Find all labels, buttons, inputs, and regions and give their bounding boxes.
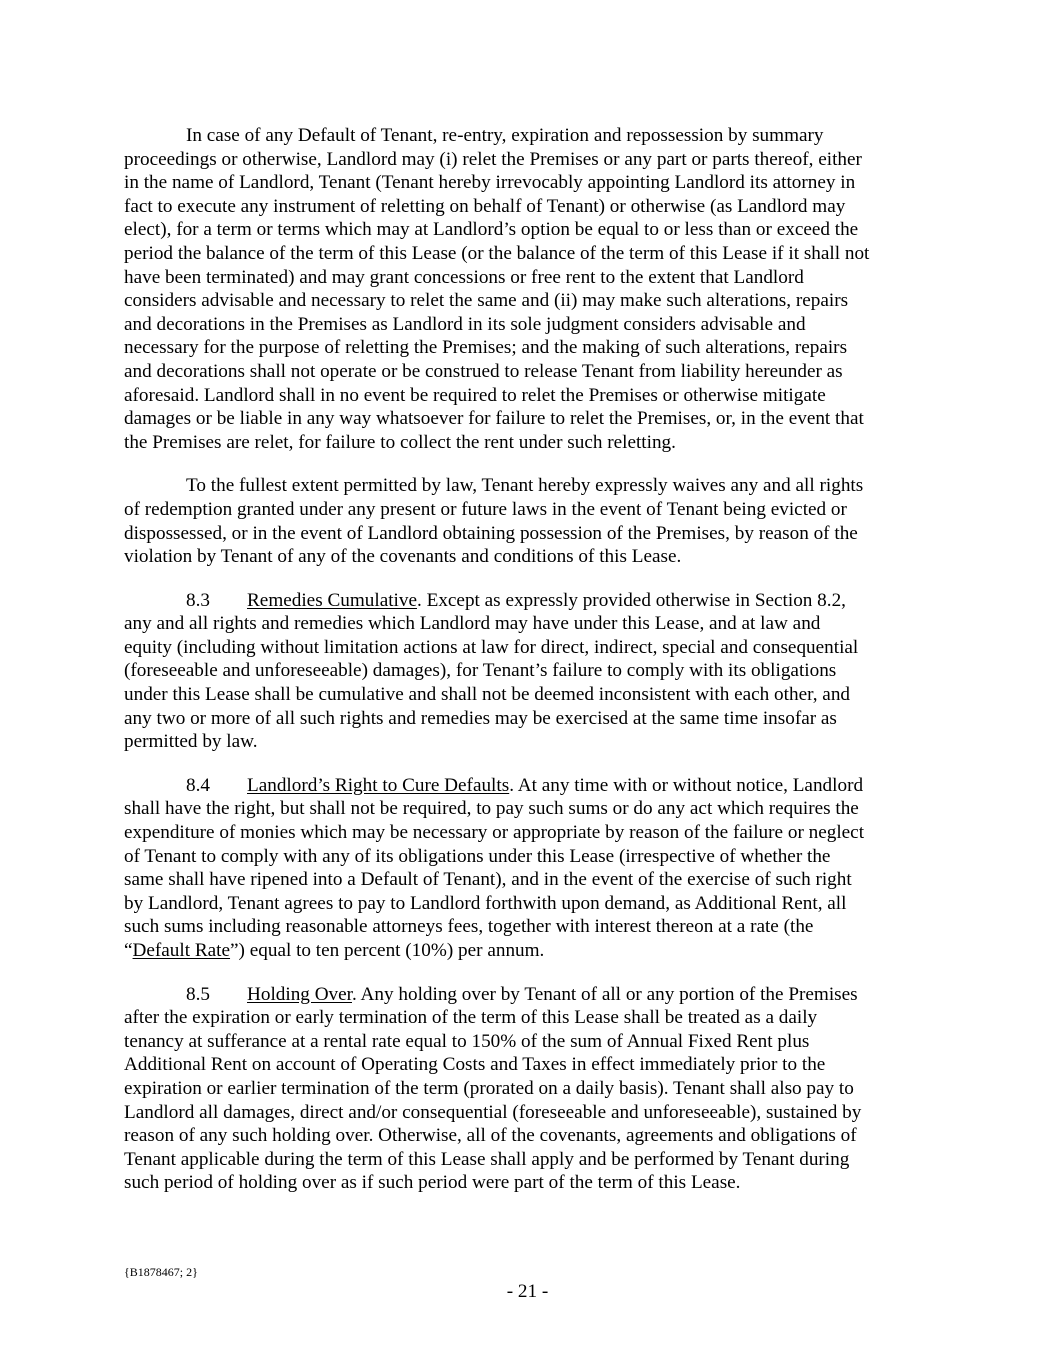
text-line: Tenant applicable during the term of this Lease shall apply and be performed by Tenant during xyxy=(124,1148,850,1170)
section-number: 8.5 xyxy=(186,983,210,1005)
text-line: (foreseeable and unforeseeable) damages), for Tenant’s failure to comply with its obligations xyxy=(124,660,837,682)
text-line: 8.3 Remedies Cumulative. Except as expressly provided otherwise in Section 8.2, xyxy=(186,589,846,611)
document-body xyxy=(124,124,929,1215)
text-line: elect), for a term or terms which may at Landlord’s option be equal to or less than or exceed the xyxy=(124,219,859,241)
text-line: shall have the right, but shall not be required, to pay such sums or do any act which requires the xyxy=(124,798,859,820)
text-line: equity (including without limitation actions at law for direct, indirect, special and consequential xyxy=(124,636,859,658)
text-line: reason of any such holding over. Otherwise, all of the covenants, agreements and obligations of xyxy=(124,1125,857,1147)
section-number: 8.4 xyxy=(186,774,210,796)
text-line: proceedings or otherwise, Landlord may (i) relet the Premises or any part or parts thereof, either xyxy=(124,148,862,170)
section-8-3-remedies-cumulative xyxy=(124,589,929,754)
text-line: In case of any Default of Tenant, re-entry, expiration and repossession by summary xyxy=(186,125,824,146)
text-line: Landlord all damages, direct and/or consequential (foreseeable and unforeseeable), sustained by xyxy=(124,1101,862,1123)
defined-term-default-rate: Default Rate xyxy=(132,940,231,961)
text-line: such period of holding over as if such period were part of the term of this Lease. xyxy=(124,1172,741,1194)
section-heading: Holding Over xyxy=(247,983,352,1005)
text-line: any two or more of all such rights and remedies may be exercised at the same time insofar as xyxy=(124,707,837,729)
text-line: such sums including reasonable attorneys fees, together with interest thereon at a rate (the xyxy=(124,916,814,938)
text-line: expiration or earlier termination of the term (prorated on a daily basis). Tenant shall also pay to xyxy=(124,1077,854,1099)
text-line: dispossessed, or in the event of Landlord obtaining possession of the Premises, by reason of the xyxy=(124,522,858,544)
text-line: by Landlord, Tenant agrees to pay to Landlord forthwith upon demand, as Additional Rent, all xyxy=(124,892,847,914)
text-line: under this Lease shall be cumulative and shall not be deemed inconsistent with each other, and xyxy=(124,684,851,706)
section-8-4-right-to-cure xyxy=(124,774,929,963)
section-heading: Remedies Cumulative xyxy=(247,589,417,611)
text-line: and decorations in the Premises as Landlord in its sole judgment considers advisable and xyxy=(124,313,806,335)
section-heading: Landlord’s Right to Cure Defaults xyxy=(247,774,510,796)
text-line: of Tenant to comply with any of its obligations under this Lease (irrespective of whether the xyxy=(124,845,831,867)
text-line: considers advisable and necessary to relet the same and (ii) may make such alterations, repairs xyxy=(124,290,849,312)
text-line: “Default Rate”) equal to ten percent (10%) per annum. xyxy=(124,940,545,961)
text-line: have been terminated) and may grant concessions or free rent to the extent that Landlord xyxy=(124,266,804,288)
text-line: of redemption granted under any present or future laws in the event of Tenant being evicted or xyxy=(124,498,847,520)
text-line: Additional Rent on account of Operating Costs and Taxes in effect immediately prior to the xyxy=(124,1054,826,1076)
text-line: violation by Tenant of any of the covenants and conditions of this Lease. xyxy=(124,546,682,568)
text-line: tenancy at sufferance at a rental rate equal to 150% of the sum of Annual Fixed Rent plus xyxy=(124,1030,810,1052)
text-line: and decorations shall not operate or be construed to release Tenant from liability hereunder as xyxy=(124,360,843,382)
paragraph-waiver-of-redemption xyxy=(124,474,929,568)
text-line: in the name of Landlord, Tenant (Tenant hereby irrevocably appointing Landlord its attorney in xyxy=(124,172,856,194)
text-line: same shall have ripened into a Default of Tenant), and in the event of the exercise of such right xyxy=(124,869,852,891)
text-line: any and all rights and remedies which Landlord may have under this Lease, and at law and xyxy=(124,613,821,635)
text-line: expenditure of monies which may be necessary or appropriate by reason of the failure or neglect xyxy=(124,822,865,844)
text-line: after the expiration or early termination of the term of this Lease shall be treated as a daily xyxy=(124,1007,818,1029)
text-line: damages or be liable in any way whatsoever for failure to relet the Premises, or, in the event that xyxy=(124,408,864,430)
page-number: - 21 - xyxy=(506,1281,549,1302)
text-line: aforesaid. Landlord shall in no event be required to relet the Premises or otherwise mitigate xyxy=(124,384,826,406)
text-line: To the fullest extent permitted by law, Tenant hereby expressly waives any and all rights xyxy=(186,475,864,497)
text-line: the Premises are relet, for failure to collect the rent under such reletting. xyxy=(124,431,676,453)
text-line: necessary for the purpose of reletting the Premises; and the making of such alterations, repairs xyxy=(124,337,848,359)
text-line: period the balance of the term of this Lease (or the balance of the term of this Lease if it shall not xyxy=(124,242,870,264)
text-line: 8.4 Landlord’s Right to Cure Defaults. At any time with or without notice, Landlord xyxy=(186,774,864,796)
text-line: 8.5 Holding Over. Any holding over by Tenant of all or any portion of the Premises xyxy=(186,983,858,1005)
text-line: fact to execute any instrument of reletting on behalf of Tenant) or otherwise (as Landlord may xyxy=(124,195,846,217)
section-number: 8.3 xyxy=(186,589,210,611)
document-id: {B1878467; 2} xyxy=(124,1265,198,1279)
paragraph-reletting xyxy=(124,124,929,454)
section-8-5-holding-over xyxy=(124,983,929,1195)
text-line: permitted by law. xyxy=(124,731,258,753)
